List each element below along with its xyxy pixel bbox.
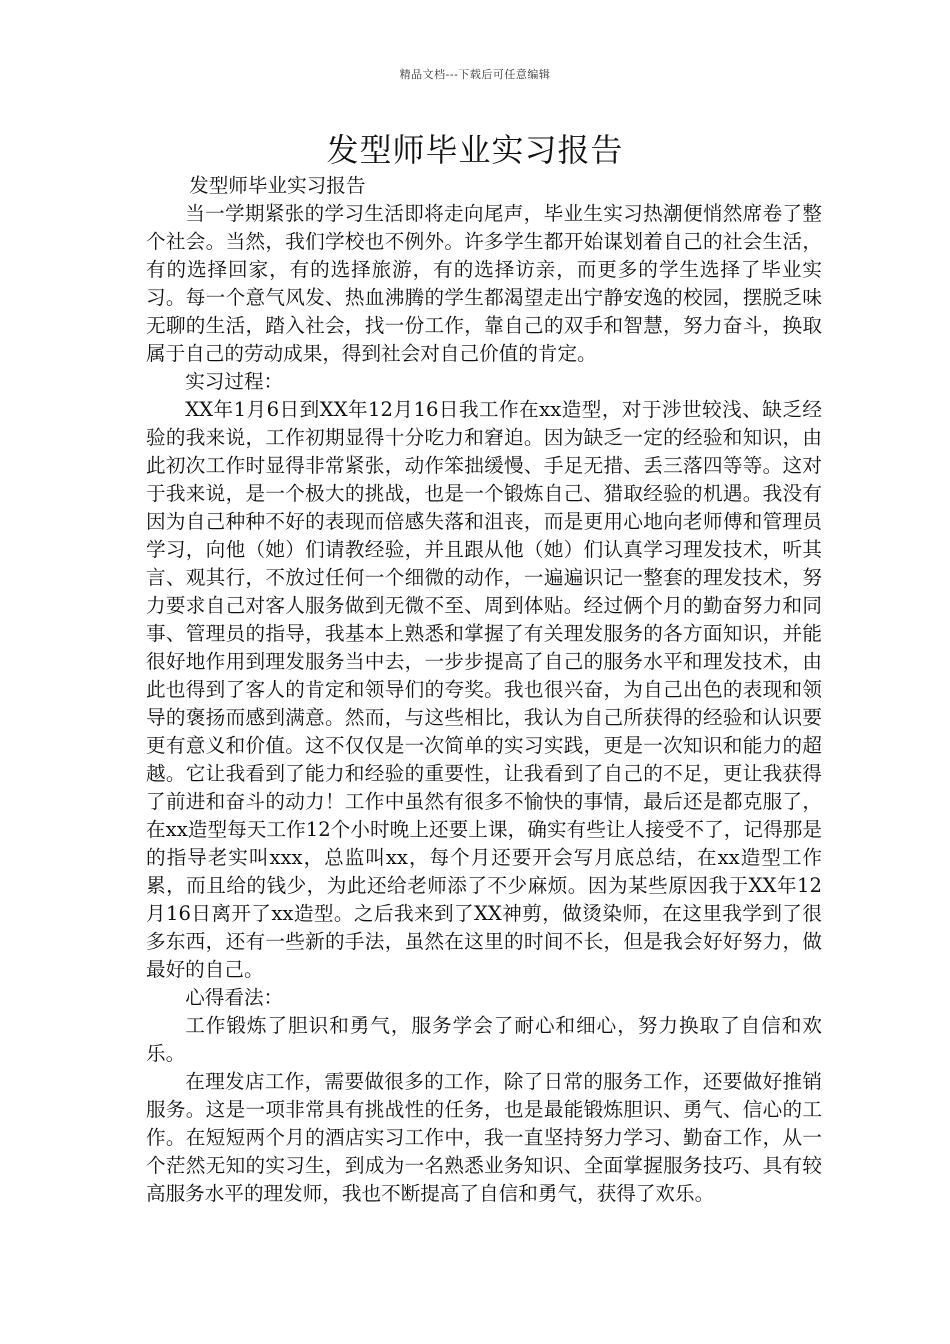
- insights-paragraph-1: 工作锻炼了胆识和勇气，服务学会了耐心和细心，努力换取了自信和欢乐。: [146, 1014, 822, 1065]
- subtitle-paragraph: 发型师毕业实习报告: [189, 174, 366, 197]
- section-heading-process: 实习过程：: [185, 370, 284, 393]
- process-paragraph: XX年1月6日到XX年12月16日我工作在xx造型，对于涉世较浅、缺乏经验的我来说，工作初期显得十分吃力和窘迫。因为缺乏一定的经验和知识，由此初次工作时显得非常紧张，动作笨拙缓慢、手足无措、丢三落四等等。这对于我来说，是一个极大的挑战，也是一个锻炼自己、猎取经验的机遇。我没有因为自己种种不好的表现而倍感失落和沮丧，而是更用心地向老师傅和管理员学习，向他（她）们请教经验，并且跟从他（她）们认真学习理发技术，听其言、观其行，不放过任何一个细微的动作，一遍遍识记一整套的理发技术，努力要求自己对客人服务做到无微不至、周到体贴。经过俩个月的勤奋努力和同事、管理员的指导，我基本上熟悉和掌握了有关理发服务的各方面知识，并能很好地作用到理发服务当中去，一步步提高了自己的服务水平和理发技术，由此也得到了客人的肯定和领导们的夸奖。我也很兴奋，为自己出色的表现和领导的褒扬而感到满意。然而，与这些相比，我认为自己所获得的经验和认识要更有意义和价值。这不仅仅是一次简单的实习实践，更是一次知识和能力的超越。它让我看到了能力和经验的重要性，让我看到了自己的不足，更让我获得了前进和奋斗的动力！工作中虽然有很多不愉快的事情，最后还是都克服了，在xx造型每天工作12个小时晚上还要上课，确实有些让人接受不了，记得那是的指导老实叫xxx，总监叫xx，每个月还要开会写月底总结，在xx造型工作累，而且给的钱少，为此还给老师添了不少麻烦。因为某些原因我于XX年12月16日离开了xx造型。之后我来到了XX神剪，做烫染师，在这里我学到了很多东西，还有一些新的手法，虽然在这里的时间不长，但是我会好好努力，做最好的自己。: [146, 398, 822, 981]
- section-heading-insights: 心得看法：: [185, 986, 284, 1009]
- document-body: [146, 172, 822, 1208]
- document-title: 发型师毕业实习报告: [326, 131, 624, 169]
- header-note: 精品文档---下载后可任意编辑: [399, 68, 551, 81]
- intro-paragraph: 当一学期紧张的学习生活即将走向尾声，毕业生实习热潮便悄然席卷了整个社会。当然，我们学校也不例外。许多学生都开始谋划着自己的社会生活，有的选择回家，有的选择旅游，有的选择访亲，而更多的学生选择了毕业实习。每一个意气风发、热血沸腾的学生都渴望走出宁静安逸的校园，摆脱乏味无聊的生活，踏入社会，找一份工作，靠自己的双手和智慧，努力奋斗，换取属于自己的劳动成果，得到社会对自己价值的肯定。: [146, 202, 822, 365]
- insights-paragraph-2: 在理发店工作，需要做很多的工作，除了日常的服务工作，还要做好推销服务。这是一项非常具有挑战性的任务，也是最能锻炼胆识、勇气、信心的工作。在短短两个月的酒店实习工作中，我一直坚持努力学习、勤奋工作，从一个茫然无知的实习生，到成为一名熟悉业务知识、全面掌握服务技巧、具有较高服务水平的理发师，我也不断提高了自信和勇气，获得了欢乐。: [146, 1070, 822, 1205]
